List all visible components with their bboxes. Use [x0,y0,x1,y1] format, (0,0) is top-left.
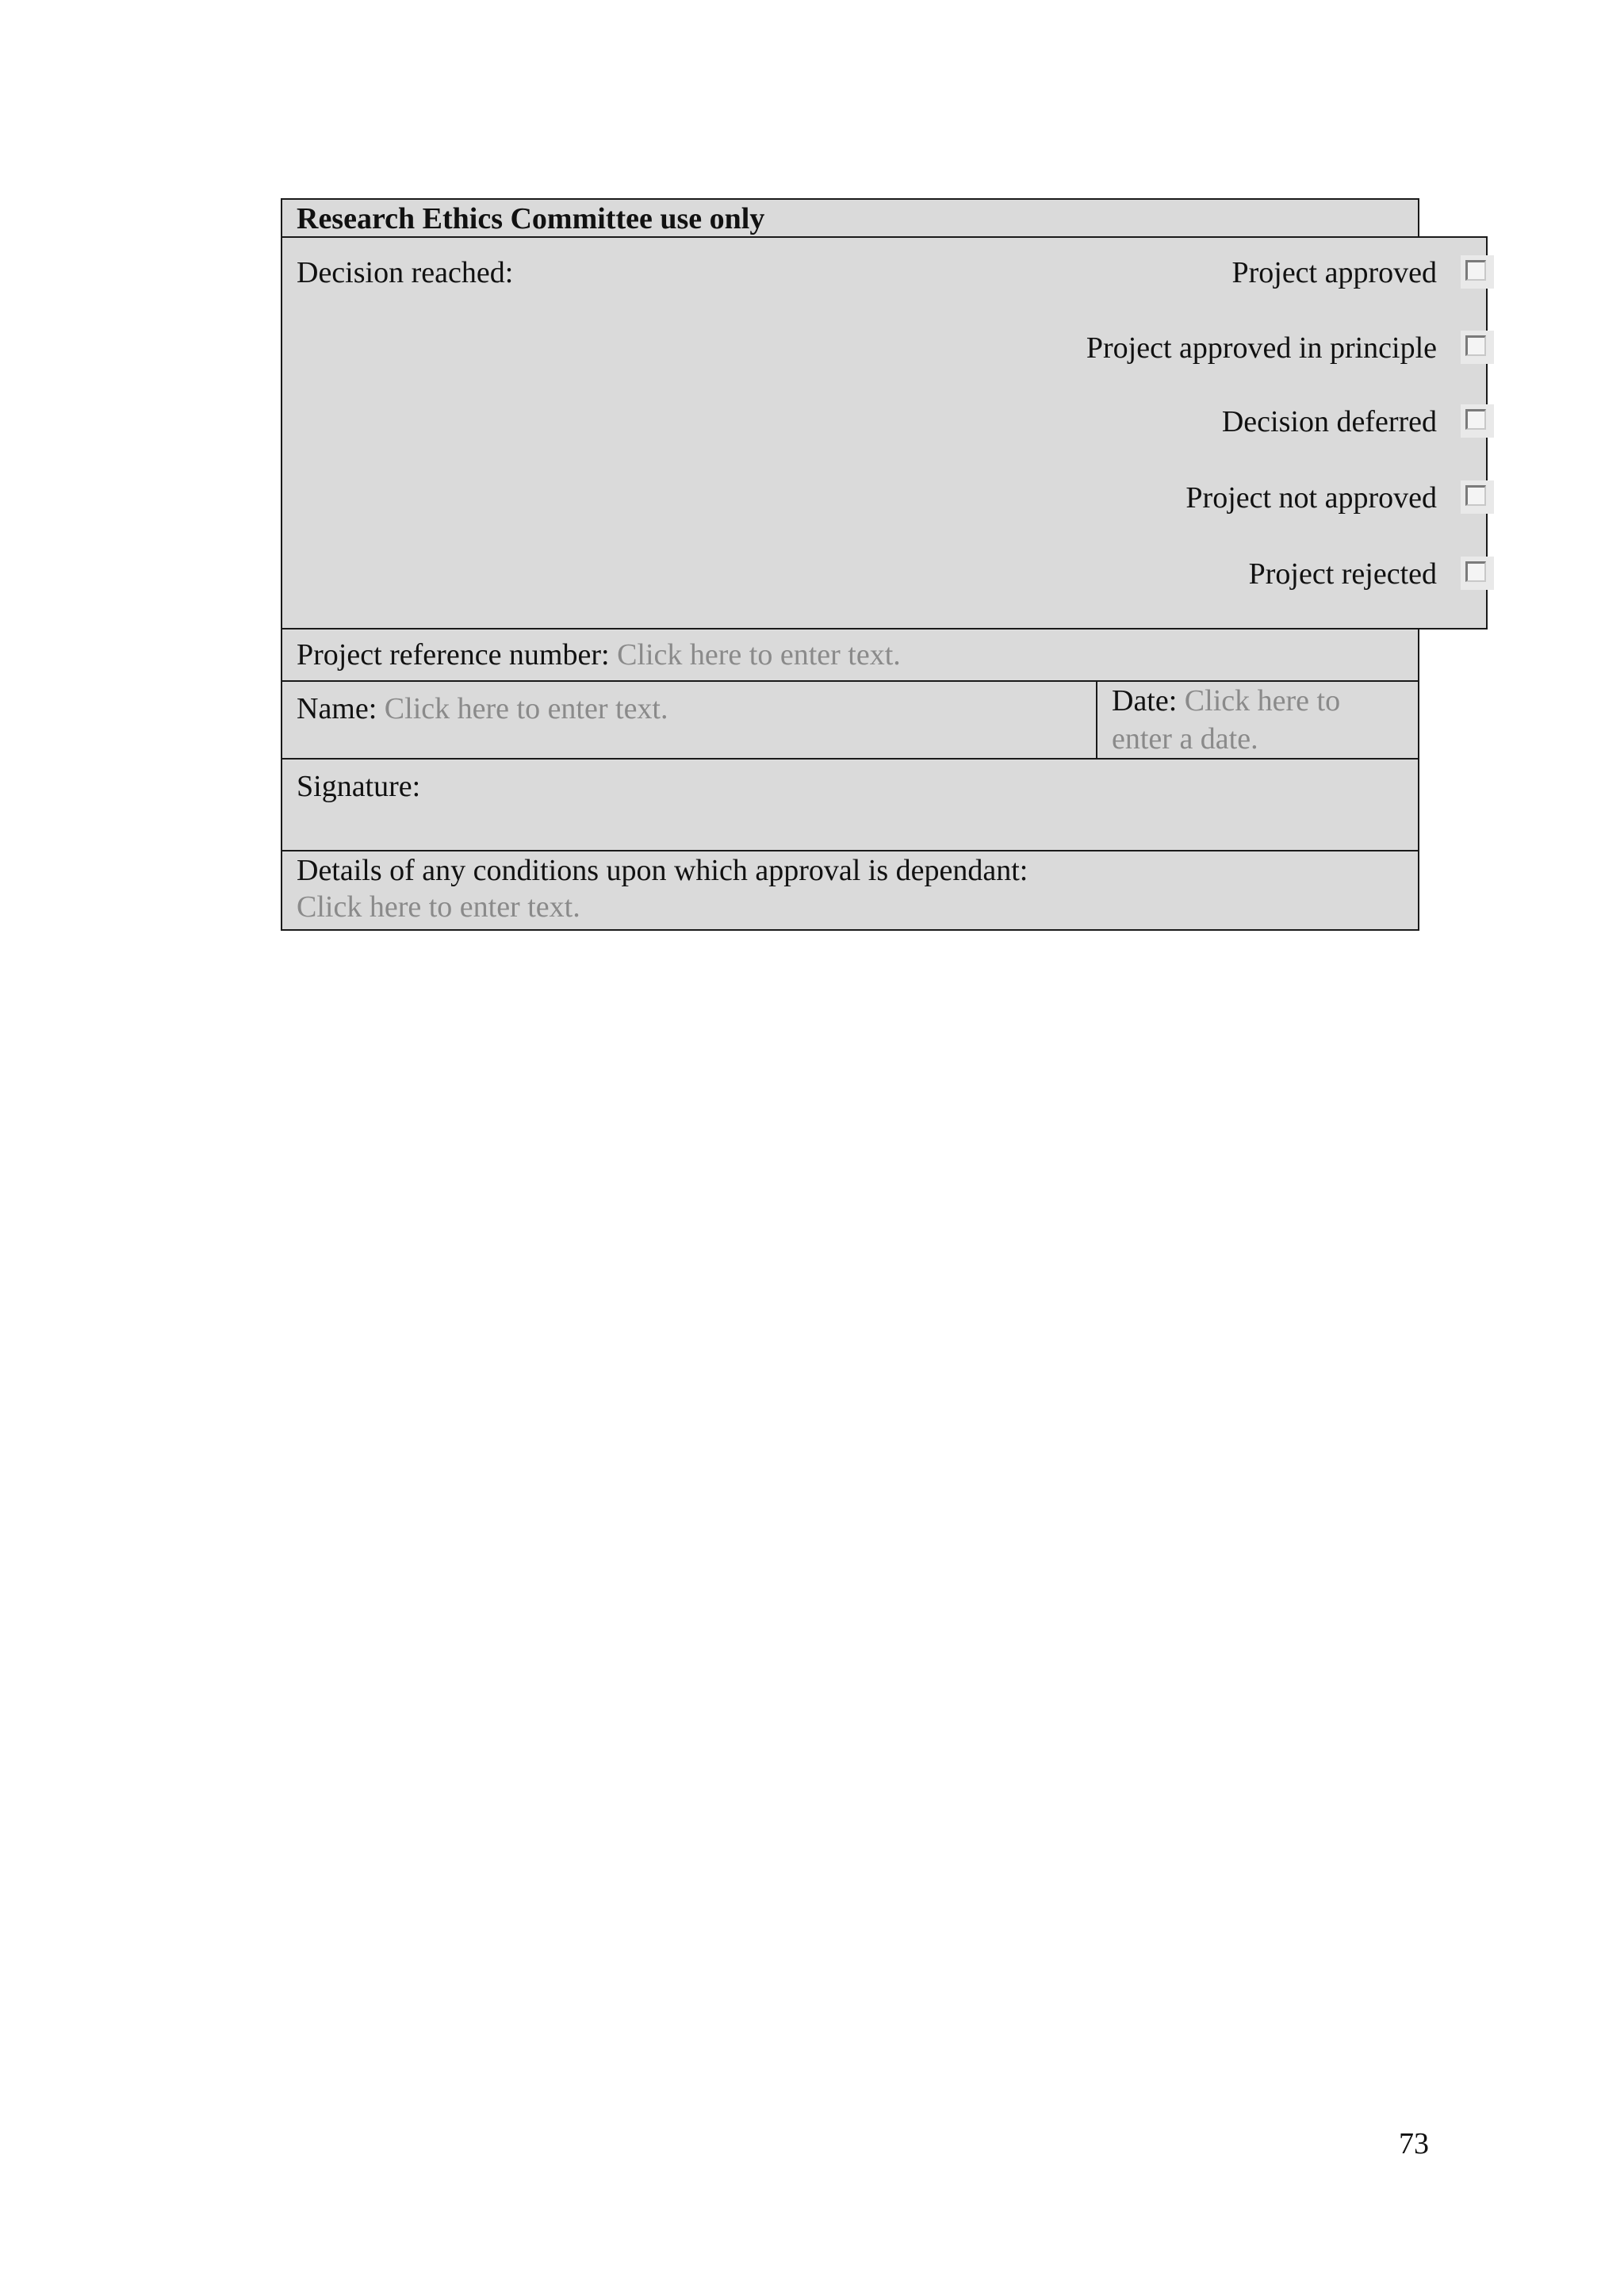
conditions-row [281,850,1419,931]
signature-label: Signature: [297,770,421,803]
option-project-rejected [1249,555,1437,593]
option-label: Project not approved [1185,481,1437,515]
option-project-approved-in-principle [1086,329,1437,367]
option-label: Project rejected [1248,557,1437,591]
date-placeholder-line2[interactable]: enter a date. [1112,722,1258,756]
name-row [281,680,1099,761]
form-header-title: Research Ethics Committee use only [297,202,765,235]
option-label: Decision deferred [1221,405,1437,438]
decision-label: Decision reached: [297,256,514,289]
signature-row [281,758,1419,853]
name-label: Name: [297,692,377,725]
page-number: 73 [1399,2127,1429,2160]
name-field[interactable] [297,690,668,728]
checkbox-project-not-approved[interactable] [1461,480,1494,514]
option-decision-deferred [1222,403,1437,441]
date-label: Date: [1112,684,1178,718]
option-label: Project approved in principle [1086,331,1437,365]
checkbox-decision-deferred[interactable] [1461,404,1494,438]
date-field[interactable] [1112,682,1340,758]
reference-label: Project reference number: [297,638,610,672]
checkbox-project-approved-in-principle[interactable] [1461,331,1494,364]
reference-placeholder[interactable]: Click here to enter text. [617,638,901,672]
checkbox-project-rejected[interactable] [1461,557,1494,590]
option-project-approved [1231,254,1437,292]
date-cell [1096,680,1419,761]
conditions-placeholder[interactable]: Click here to enter text. [297,890,580,924]
option-project-not-approved [1185,479,1437,517]
conditions-label: Details of any conditions upon which approval is dependant: [297,854,1028,887]
checkbox-project-approved[interactable] [1461,255,1494,289]
date-placeholder-line1[interactable]: Click here to [1184,684,1341,718]
reference-row [281,626,1419,683]
name-placeholder[interactable]: Click here to enter text. [384,692,668,725]
reference-field[interactable] [297,636,901,674]
decision-panel [281,236,1488,629]
option-label: Project approved [1231,256,1437,289]
form-header-row [281,198,1419,239]
